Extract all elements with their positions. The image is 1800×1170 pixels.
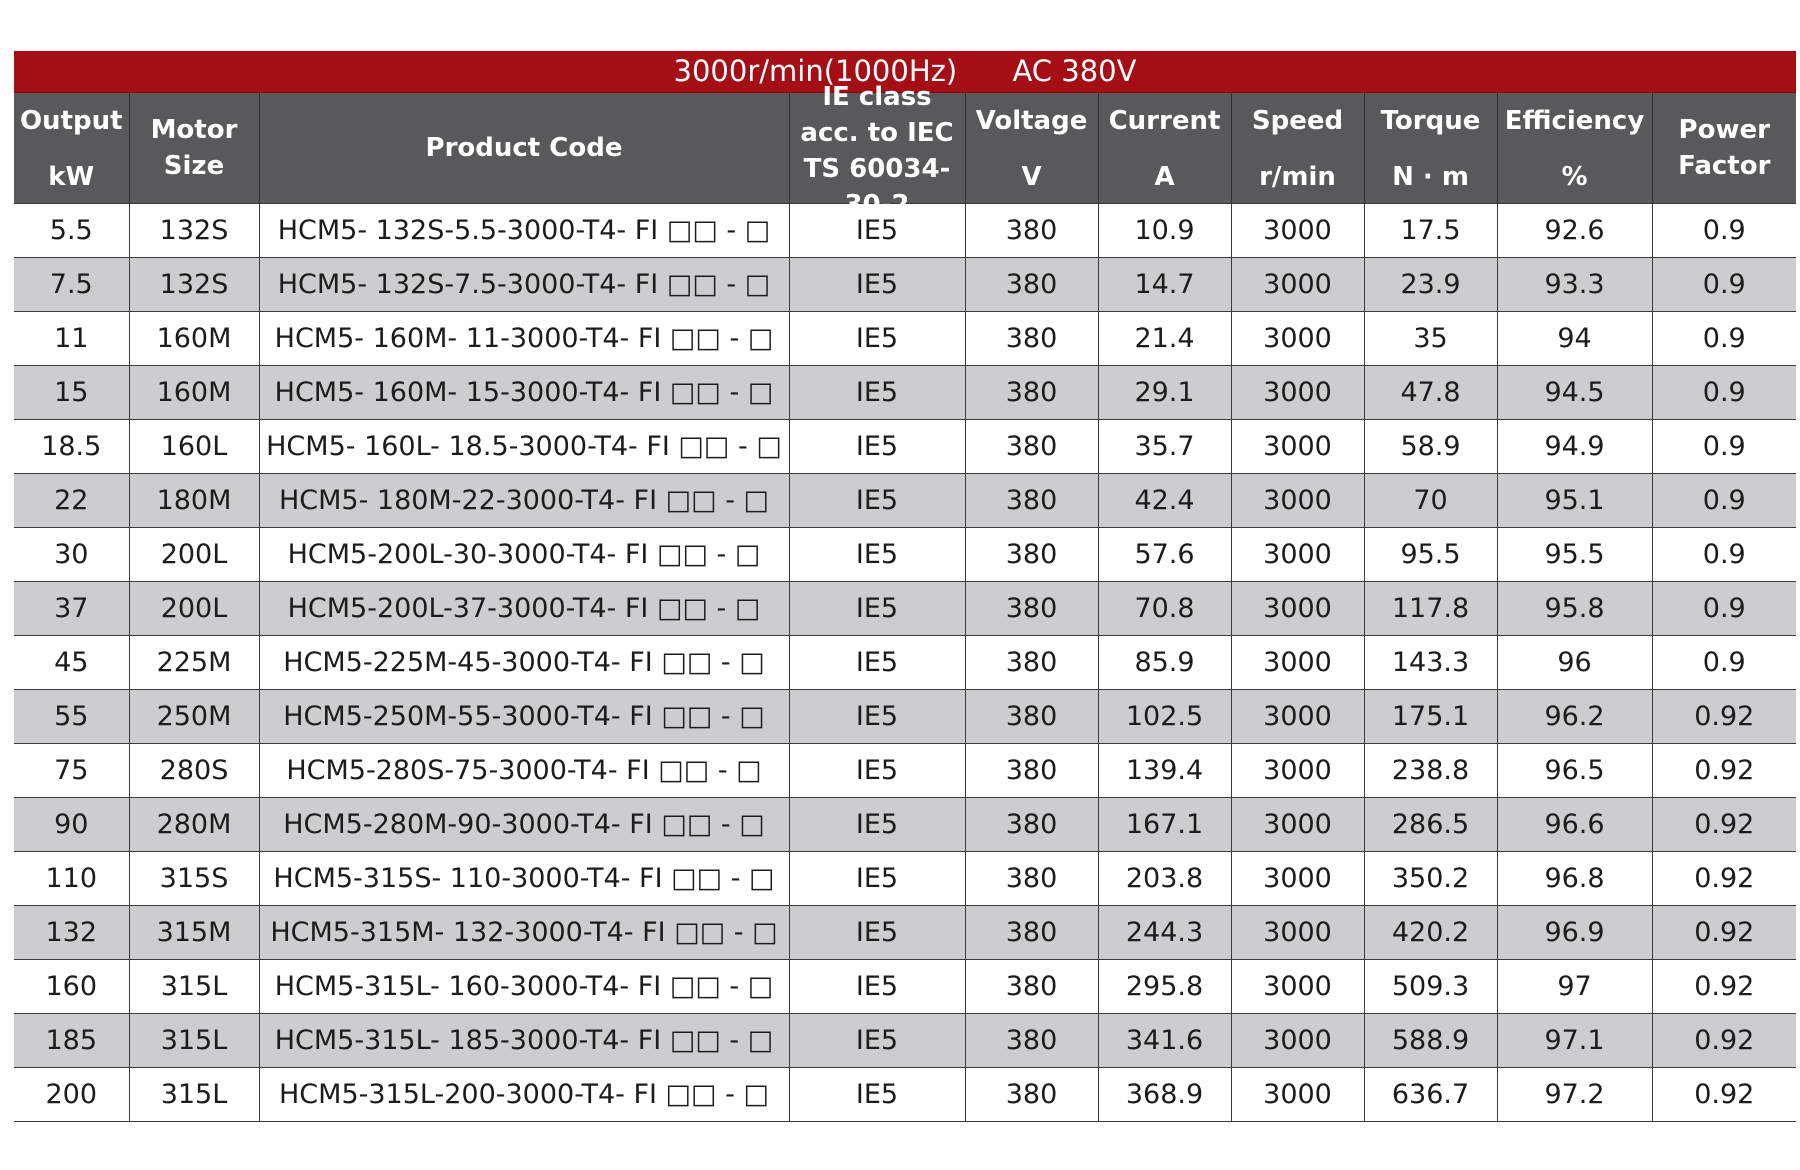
table-row [14, 636, 1796, 690]
cell-voltage: 380 [965, 960, 1098, 1014]
cell-speed: 3000 [1231, 744, 1364, 798]
table-body [14, 204, 1796, 1122]
cell-motor-size: 280S [129, 744, 259, 798]
spec-sheet [14, 51, 1796, 1122]
cell-speed: 3000 [1231, 1014, 1364, 1068]
cell-speed: 3000 [1231, 906, 1364, 960]
cell-output: 30 [14, 528, 129, 582]
cell-product-code: HCM5-315L- 160-3000-T4- FI □□ - □ [259, 960, 789, 1014]
cell-ie-class: IE5 [789, 258, 965, 312]
cell-torque: 47.8 [1364, 366, 1497, 420]
cell-torque: 286.5 [1364, 798, 1497, 852]
cell-voltage: 380 [965, 366, 1098, 420]
cell-product-code: HCM5- 160L- 18.5-3000-T4- FI □□ - □ [259, 420, 789, 474]
cell-current: 139.4 [1098, 744, 1231, 798]
header-efficiency [1497, 93, 1652, 204]
cell-efficiency: 96.9 [1497, 906, 1652, 960]
cell-voltage: 380 [965, 798, 1098, 852]
cell-current: 341.6 [1098, 1014, 1231, 1068]
header-voltage-line1: Voltage [975, 106, 1088, 136]
cell-output: 200 [14, 1068, 129, 1122]
cell-ie-class: IE5 [789, 1068, 965, 1122]
header-speed [1231, 93, 1364, 204]
cell-power-factor: 0.92 [1652, 1014, 1796, 1068]
cell-output: 5.5 [14, 204, 129, 258]
header-output [14, 93, 129, 204]
table-row [14, 258, 1796, 312]
cell-torque: 58.9 [1364, 420, 1497, 474]
header-ie-class-line2: acc. to IEC [800, 118, 954, 148]
cell-torque: 636.7 [1364, 1068, 1497, 1122]
cell-power-factor: 0.9 [1652, 474, 1796, 528]
cell-product-code: HCM5- 160M- 11-3000-T4- FI □□ - □ [259, 312, 789, 366]
cell-efficiency: 96.8 [1497, 852, 1652, 906]
motor-spec-table [14, 82, 1796, 1122]
cell-speed: 3000 [1231, 852, 1364, 906]
cell-current: 42.4 [1098, 474, 1231, 528]
cell-power-factor: 0.9 [1652, 312, 1796, 366]
cell-product-code: HCM5- 180M-22-3000-T4- FI □□ - □ [259, 474, 789, 528]
cell-torque: 350.2 [1364, 852, 1497, 906]
cell-torque: 143.3 [1364, 636, 1497, 690]
table-row [14, 366, 1796, 420]
header-voltage-line2: V [1021, 162, 1042, 192]
cell-current: 295.8 [1098, 960, 1231, 1014]
header-efficiency-line2: % [1561, 162, 1588, 192]
table-row [14, 420, 1796, 474]
cell-current: 10.9 [1098, 204, 1231, 258]
cell-ie-class: IE5 [789, 582, 965, 636]
cell-motor-size: 225M [129, 636, 259, 690]
header-output-line2: kW [48, 162, 95, 192]
cell-power-factor: 0.92 [1652, 906, 1796, 960]
cell-voltage: 380 [965, 204, 1098, 258]
cell-product-code: HCM5-280S-75-3000-T4- FI □□ - □ [259, 744, 789, 798]
cell-power-factor: 0.92 [1652, 960, 1796, 1014]
cell-voltage: 380 [965, 312, 1098, 366]
cell-power-factor: 0.9 [1652, 528, 1796, 582]
header-row [14, 93, 1796, 204]
cell-speed: 3000 [1231, 204, 1364, 258]
cell-power-factor: 0.92 [1652, 690, 1796, 744]
table-title: 3000r/min(1000Hz) AC 380V [14, 51, 1796, 93]
cell-efficiency: 95.8 [1497, 582, 1652, 636]
cell-torque: 238.8 [1364, 744, 1497, 798]
cell-speed: 3000 [1231, 366, 1364, 420]
cell-current: 167.1 [1098, 798, 1231, 852]
header-efficiency-line1: Efficiency [1504, 106, 1645, 136]
table-row [14, 312, 1796, 366]
cell-output: 7.5 [14, 258, 129, 312]
cell-current: 368.9 [1098, 1068, 1231, 1122]
header-torque [1364, 93, 1497, 204]
cell-motor-size: 132S [129, 258, 259, 312]
cell-torque: 35 [1364, 312, 1497, 366]
cell-output: 37 [14, 582, 129, 636]
cell-product-code: HCM5-225M-45-3000-T4- FI □□ - □ [259, 636, 789, 690]
header-output-line1: Output [19, 106, 123, 136]
cell-motor-size: 160L [129, 420, 259, 474]
cell-speed: 3000 [1231, 582, 1364, 636]
cell-ie-class: IE5 [789, 906, 965, 960]
cell-power-factor: 0.92 [1652, 1068, 1796, 1122]
cell-output: 55 [14, 690, 129, 744]
header-current [1098, 93, 1231, 204]
cell-motor-size: 315M [129, 906, 259, 960]
header-motor-size-line2: Size [163, 151, 225, 181]
table-row [14, 852, 1796, 906]
cell-speed: 3000 [1231, 960, 1364, 1014]
cell-product-code: HCM5- 132S-7.5-3000-T4- FI □□ - □ [259, 258, 789, 312]
cell-output: 110 [14, 852, 129, 906]
cell-motor-size: 200L [129, 582, 259, 636]
cell-speed: 3000 [1231, 312, 1364, 366]
cell-speed: 3000 [1231, 690, 1364, 744]
header-power-factor-line1: Power [1678, 115, 1770, 145]
cell-power-factor: 0.92 [1652, 852, 1796, 906]
cell-efficiency: 97.1 [1497, 1014, 1652, 1068]
cell-current: 29.1 [1098, 366, 1231, 420]
cell-speed: 3000 [1231, 636, 1364, 690]
cell-voltage: 380 [965, 852, 1098, 906]
cell-motor-size: 160M [129, 312, 259, 366]
cell-current: 85.9 [1098, 636, 1231, 690]
cell-efficiency: 96.5 [1497, 744, 1652, 798]
table-row [14, 1068, 1796, 1122]
cell-power-factor: 0.9 [1652, 636, 1796, 690]
header-power-factor [1652, 93, 1796, 204]
cell-torque: 117.8 [1364, 582, 1497, 636]
cell-current: 102.5 [1098, 690, 1231, 744]
cell-ie-class: IE5 [789, 528, 965, 582]
cell-motor-size: 180M [129, 474, 259, 528]
cell-voltage: 380 [965, 906, 1098, 960]
cell-ie-class: IE5 [789, 852, 965, 906]
cell-current: 14.7 [1098, 258, 1231, 312]
cell-current: 244.3 [1098, 906, 1231, 960]
cell-ie-class: IE5 [789, 960, 965, 1014]
cell-output: 160 [14, 960, 129, 1014]
cell-motor-size: 315S [129, 852, 259, 906]
cell-efficiency: 95.1 [1497, 474, 1652, 528]
cell-current: 57.6 [1098, 528, 1231, 582]
cell-efficiency: 97.2 [1497, 1068, 1652, 1122]
cell-efficiency: 95.5 [1497, 528, 1652, 582]
cell-voltage: 380 [965, 690, 1098, 744]
cell-voltage: 380 [965, 636, 1098, 690]
cell-ie-class: IE5 [789, 420, 965, 474]
header-current-line1: Current [1108, 106, 1221, 136]
cell-torque: 175.1 [1364, 690, 1497, 744]
cell-power-factor: 0.9 [1652, 366, 1796, 420]
cell-speed: 3000 [1231, 474, 1364, 528]
cell-current: 35.7 [1098, 420, 1231, 474]
cell-torque: 23.9 [1364, 258, 1497, 312]
cell-efficiency: 94 [1497, 312, 1652, 366]
header-speed-line1: Speed [1251, 106, 1344, 136]
cell-voltage: 380 [965, 582, 1098, 636]
table-row [14, 1014, 1796, 1068]
cell-voltage: 380 [965, 1068, 1098, 1122]
cell-efficiency: 97 [1497, 960, 1652, 1014]
cell-product-code: HCM5-315L-200-3000-T4- FI □□ - □ [259, 1068, 789, 1122]
cell-torque: 70 [1364, 474, 1497, 528]
header-voltage [965, 93, 1098, 204]
cell-efficiency: 96.2 [1497, 690, 1652, 744]
cell-ie-class: IE5 [789, 312, 965, 366]
header-product-code [259, 93, 789, 204]
cell-product-code: HCM5-315L- 185-3000-T4- FI □□ - □ [259, 1014, 789, 1068]
cell-motor-size: 132S [129, 204, 259, 258]
header-ie-class-line4: 30-2 [844, 190, 910, 220]
cell-efficiency: 92.6 [1497, 204, 1652, 258]
header-torque-line1: Torque [1380, 106, 1481, 136]
cell-power-factor: 0.9 [1652, 258, 1796, 312]
cell-torque: 17.5 [1364, 204, 1497, 258]
header-ie-class-line1: IE class [822, 82, 932, 112]
cell-output: 185 [14, 1014, 129, 1068]
cell-power-factor: 0.9 [1652, 582, 1796, 636]
cell-product-code: HCM5-315M- 132-3000-T4- FI □□ - □ [259, 906, 789, 960]
cell-voltage: 380 [965, 1014, 1098, 1068]
header-product-code-line1: Product Code [425, 133, 623, 163]
table-row [14, 690, 1796, 744]
cell-ie-class: IE5 [789, 1014, 965, 1068]
cell-ie-class: IE5 [789, 366, 965, 420]
cell-motor-size: 160M [129, 366, 259, 420]
cell-voltage: 380 [965, 528, 1098, 582]
cell-power-factor: 0.9 [1652, 204, 1796, 258]
cell-product-code: HCM5-200L-37-3000-T4- FI □□ - □ [259, 582, 789, 636]
cell-output: 45 [14, 636, 129, 690]
cell-efficiency: 96 [1497, 636, 1652, 690]
cell-product-code: HCM5-250M-55-3000-T4- FI □□ - □ [259, 690, 789, 744]
cell-output: 75 [14, 744, 129, 798]
cell-ie-class: IE5 [789, 636, 965, 690]
cell-torque: 588.9 [1364, 1014, 1497, 1068]
table-row [14, 474, 1796, 528]
cell-speed: 3000 [1231, 798, 1364, 852]
cell-speed: 3000 [1231, 420, 1364, 474]
table-row [14, 528, 1796, 582]
cell-current: 21.4 [1098, 312, 1231, 366]
cell-motor-size: 315L [129, 960, 259, 1014]
cell-efficiency: 94.9 [1497, 420, 1652, 474]
cell-torque: 420.2 [1364, 906, 1497, 960]
header-power-factor-line2: Factor [1678, 151, 1771, 181]
cell-power-factor: 0.92 [1652, 798, 1796, 852]
cell-product-code: HCM5- 160M- 15-3000-T4- FI □□ - □ [259, 366, 789, 420]
cell-ie-class: IE5 [789, 474, 965, 528]
cell-output: 11 [14, 312, 129, 366]
cell-product-code: HCM5- 132S-5.5-3000-T4- FI □□ - □ [259, 204, 789, 258]
cell-efficiency: 94.5 [1497, 366, 1652, 420]
cell-ie-class: IE5 [789, 690, 965, 744]
cell-output: 132 [14, 906, 129, 960]
cell-power-factor: 0.9 [1652, 420, 1796, 474]
cell-output: 15 [14, 366, 129, 420]
table-row [14, 582, 1796, 636]
cell-torque: 509.3 [1364, 960, 1497, 1014]
header-torque-line2: N · m [1392, 162, 1469, 192]
cell-ie-class: IE5 [789, 204, 965, 258]
cell-ie-class: IE5 [789, 798, 965, 852]
header-ie-class [789, 82, 965, 220]
header-motor-size [129, 93, 259, 204]
header-current-line2: A [1154, 162, 1175, 192]
cell-motor-size: 280M [129, 798, 259, 852]
header-ie-class-line3: TS 60034- [803, 154, 951, 184]
cell-ie-class: IE5 [789, 744, 965, 798]
cell-voltage: 380 [965, 420, 1098, 474]
cell-output: 22 [14, 474, 129, 528]
cell-voltage: 380 [965, 258, 1098, 312]
cell-speed: 3000 [1231, 528, 1364, 582]
cell-motor-size: 315L [129, 1014, 259, 1068]
header-motor-size-line1: Motor [150, 115, 238, 145]
table-row [14, 744, 1796, 798]
table-row [14, 960, 1796, 1014]
header-speed-line2: r/min [1259, 162, 1336, 192]
cell-speed: 3000 [1231, 258, 1364, 312]
cell-power-factor: 0.92 [1652, 744, 1796, 798]
cell-motor-size: 250M [129, 690, 259, 744]
cell-output: 90 [14, 798, 129, 852]
cell-efficiency: 93.3 [1497, 258, 1652, 312]
cell-torque: 95.5 [1364, 528, 1497, 582]
cell-product-code: HCM5-200L-30-3000-T4- FI □□ - □ [259, 528, 789, 582]
cell-motor-size: 200L [129, 528, 259, 582]
cell-speed: 3000 [1231, 1068, 1364, 1122]
cell-product-code: HCM5-280M-90-3000-T4- FI □□ - □ [259, 798, 789, 852]
table-row [14, 906, 1796, 960]
cell-product-code: HCM5-315S- 110-3000-T4- FI □□ - □ [259, 852, 789, 906]
cell-efficiency: 96.6 [1497, 798, 1652, 852]
cell-voltage: 380 [965, 744, 1098, 798]
table-row [14, 798, 1796, 852]
cell-output: 18.5 [14, 420, 129, 474]
cell-current: 70.8 [1098, 582, 1231, 636]
cell-current: 203.8 [1098, 852, 1231, 906]
cell-motor-size: 315L [129, 1068, 259, 1122]
table-header [14, 82, 1796, 220]
cell-voltage: 380 [965, 474, 1098, 528]
